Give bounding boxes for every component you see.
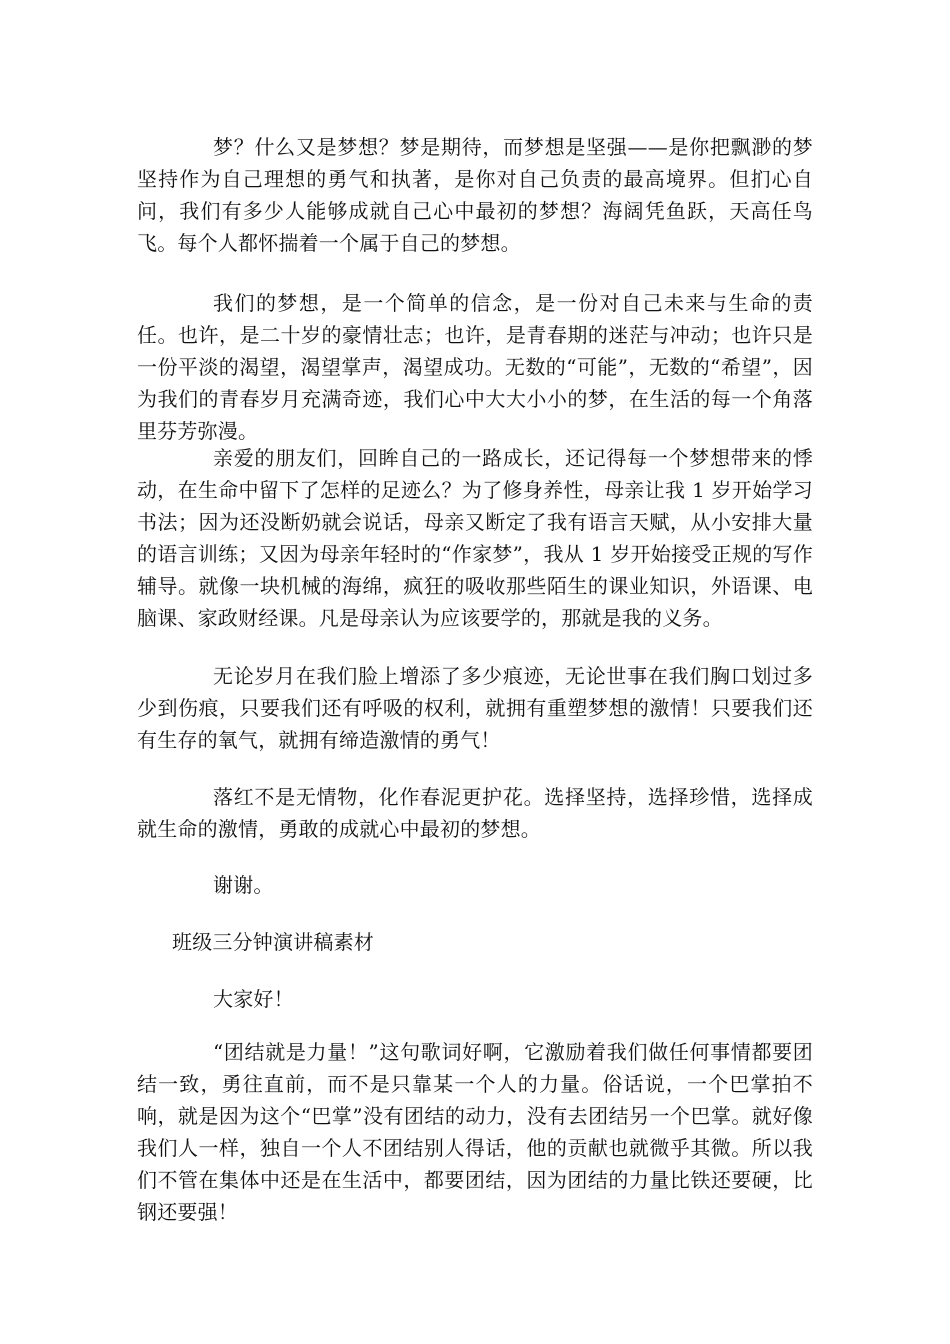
paragraph-unity: “团结就是力量！”这句歌词好啊，它激励着我们做任何事情都要团结一致，勇往直前，而不是只靠某一个人的力量。俗话说，一个巴掌拍不响，就是因为这个“巴掌”没有团结的动力，没有去团结另一个巴掌。就好像我们人一样，独自一个人不团结别人得话，他的贡献也就微乎其微。所以我们不管在集体中还是在生活中，都要团结，因为团结的力量比铁还要硬，比钢还要强！: [137, 1040, 813, 1224]
paragraph-growing-up: 亲爱的朋友们，回眸自己的一路成长，还记得每一个梦想带来的悸动，在生命中留下了怎样的足迹么？为了修身养性，母亲让我 1 岁开始学习书法；因为还没断奶就会说话，母亲又断定了我有语言天赋，从小安排大量的语言训练；又因为母亲年轻时的“作家梦”，我从 1 岁开始接受正规的写作辅导。就像一块机械的海绵，疯狂的吸收那些陌生的课业知识，外语课、电脑课、家政财经课。凡是母亲认为应该要学的，那就是我的义务。: [137, 446, 813, 630]
section-title: 班级三分钟演讲稿素材: [172, 930, 374, 954]
thanks-line: 谢谢。: [213, 873, 274, 897]
paragraph-passion: 无论岁月在我们脸上增添了多少痕迹，无论世事在我们胸口划过多少到伤痕，只要我们还有呼吸的权利，就拥有重塑梦想的激情！只要我们还有生存的氧气，就拥有缔造激情的勇气！: [137, 664, 813, 752]
greeting-line: 大家好！: [213, 987, 294, 1011]
paragraph-dream-definition: 梦？什么又是梦想？梦是期待，而梦想是坚强——是你把飘渺的梦坚持作为自己理想的勇气和执著，是你对自己负责的最高境界。但扪心自问，我们有多少人能够成就自己心中最初的梦想？海阔凭鱼跃，天高任鸟飞。每个人都怀揣着一个属于自己的梦想。: [137, 135, 813, 255]
paragraph-conclusion: 落红不是无情物，化作春泥更护花。选择坚持，选择珍惜，选择成就生命的激情，勇敢的成就心中最初的梦想。: [137, 785, 813, 841]
paragraph-our-dream: 我们的梦想，是一个简单的信念，是一份对自己未来与生命的责任。也许，是二十岁的豪情壮志；也许，是青春期的迷茫与冲动；也许只是一份平淡的渴望，渴望掌声，渴望成功。无数的“可能”，无数的“希望”，因为我们的青春岁月充满奇迹，我们心中大大小小的梦，在生活的每一个角落里芬芳弥漫。: [137, 291, 813, 443]
